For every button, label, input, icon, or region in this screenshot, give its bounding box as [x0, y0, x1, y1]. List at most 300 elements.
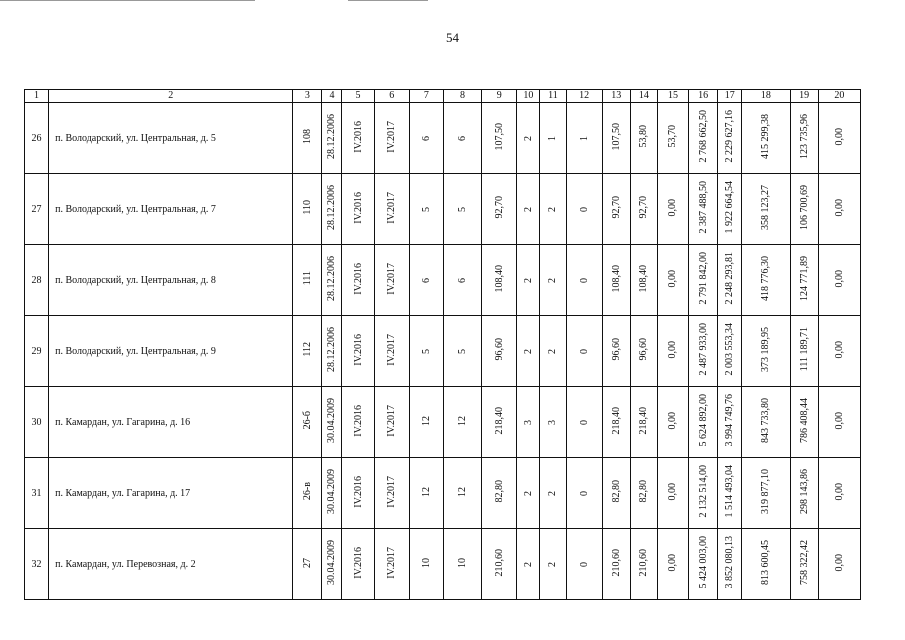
cell-row-number: 26: [25, 103, 49, 174]
cell-c18: [742, 245, 790, 316]
cell-c7: [409, 458, 443, 529]
cell-c7: [409, 529, 443, 600]
cell-c4: [322, 458, 342, 529]
cell-c12: [566, 245, 602, 316]
cell-address: п. Володарский, ул. Центральная, д. 5: [49, 103, 293, 174]
table-row: [25, 387, 861, 458]
cell-c4: [322, 103, 342, 174]
cell-c3-value: 26-в: [301, 482, 313, 501]
column-header-10: 10: [517, 90, 540, 103]
cell-c17: [718, 316, 742, 387]
cell-c15: [657, 387, 688, 458]
column-header-16: 16: [689, 90, 718, 103]
cell-c6: [374, 103, 409, 174]
cell-c8: [443, 458, 481, 529]
table-row: [25, 103, 861, 174]
table-row: [25, 316, 861, 387]
cell-c8: [443, 529, 481, 600]
cell-c18-value: 415 299,38: [760, 114, 772, 159]
cell-c17-value: 2 003 553,34: [724, 323, 736, 376]
cell-c11: [540, 458, 566, 529]
cell-c17-value: 2 229 627,16: [724, 110, 736, 163]
cell-c17-value: 3 994 749,76: [724, 394, 736, 447]
table-row: [25, 529, 861, 600]
cell-c15: [657, 245, 688, 316]
cell-c15-value: 0,00: [667, 198, 679, 217]
cell-c3: [293, 103, 322, 174]
cell-c14: [630, 316, 657, 387]
column-header-8: 8: [443, 90, 481, 103]
cell-c13-value: 92,70: [610, 196, 622, 219]
cell-c19-value: 298 143,86: [798, 469, 810, 514]
cell-c15: [657, 529, 688, 600]
cell-c13-value: 107,50: [610, 122, 622, 151]
column-header-7: 7: [409, 90, 443, 103]
cell-c13-value: 82,80: [610, 480, 622, 503]
cell-c4: [322, 387, 342, 458]
cell-c12-value: 1: [578, 135, 590, 141]
cell-c20-value: 0,00: [833, 269, 845, 288]
cell-c14-value: 53,80: [638, 125, 650, 148]
cell-c5-value: IV.2016: [352, 191, 364, 224]
cell-c12: [566, 529, 602, 600]
cell-c9: [482, 529, 517, 600]
cell-c8-value: 12: [457, 486, 469, 497]
cell-c8-value: 10: [457, 557, 469, 568]
cell-c11-value: 2: [547, 348, 559, 354]
cell-c16: [689, 529, 718, 600]
cell-c7-value: 12: [420, 415, 432, 426]
cell-c6: [374, 458, 409, 529]
cell-c15-value: 53,70: [667, 125, 679, 148]
cell-c5: [342, 174, 374, 245]
cell-c10: [517, 529, 540, 600]
cell-c4-value: 28.12.2006: [326, 114, 338, 159]
cell-c6-value: IV.2017: [386, 262, 398, 295]
cell-row-number: 29: [25, 316, 49, 387]
cell-c16: [689, 316, 718, 387]
cell-c9-value: 82,80: [493, 480, 505, 503]
cell-c3: [293, 387, 322, 458]
cell-c15: [657, 458, 688, 529]
cell-c11: [540, 529, 566, 600]
cell-c11: [540, 316, 566, 387]
cell-c16-value: 5 624 892,00: [697, 394, 709, 447]
cell-c15-value: 0,00: [667, 553, 679, 572]
cell-c5: [342, 458, 374, 529]
table-row: [25, 245, 861, 316]
cell-c6-value: IV.2017: [386, 333, 398, 366]
cell-c9: [482, 458, 517, 529]
cell-c3: [293, 529, 322, 600]
cell-c18-value: 373 189,95: [760, 327, 772, 372]
cell-c10: [517, 174, 540, 245]
cell-c13-value: 210,60: [610, 548, 622, 577]
cell-c18: [742, 103, 790, 174]
cell-c20: [818, 245, 860, 316]
column-header-13: 13: [602, 90, 630, 103]
cell-c5-value: IV.2016: [352, 262, 364, 295]
housing-register-table: [24, 89, 861, 600]
cell-c3-value: 110: [301, 200, 313, 215]
cell-c7-value: 6: [420, 277, 432, 283]
cell-c17: [718, 174, 742, 245]
cell-c20-value: 0,00: [833, 198, 845, 217]
column-header-4: 4: [322, 90, 342, 103]
cell-c14-value: 210,60: [638, 548, 650, 577]
cell-c19-value: 124 771,89: [798, 256, 810, 301]
cell-c13-value: 218,40: [610, 406, 622, 435]
cell-c17: [718, 103, 742, 174]
cell-c8-value: 6: [457, 277, 469, 283]
cell-c10-value: 2: [522, 490, 534, 496]
cell-c12: [566, 316, 602, 387]
cell-c13: [602, 458, 630, 529]
column-header-5: 5: [342, 90, 374, 103]
cell-c14-value: 96,60: [638, 338, 650, 361]
cell-c20: [818, 174, 860, 245]
cell-row-number: 28: [25, 245, 49, 316]
cell-c16-value: 2 387 488,50: [697, 181, 709, 234]
cell-c8-value: 12: [457, 415, 469, 426]
cell-c16: [689, 245, 718, 316]
cell-c9: [482, 245, 517, 316]
cell-c6-value: IV.2017: [386, 546, 398, 579]
column-header-3: 3: [293, 90, 322, 103]
cell-c17: [718, 529, 742, 600]
cell-c4-value: 28.12.2006: [326, 185, 338, 230]
cell-c16: [689, 103, 718, 174]
cell-c6-value: IV.2017: [386, 120, 398, 153]
cell-c13: [602, 103, 630, 174]
cell-c19: [790, 245, 818, 316]
cell-c7: [409, 387, 443, 458]
cell-c10: [517, 245, 540, 316]
cell-c17-value: 1 514 493,04: [724, 465, 736, 518]
scan-artifact-line: [348, 0, 428, 1]
cell-c12-value: 0: [578, 277, 590, 283]
cell-c20: [818, 529, 860, 600]
cell-c11: [540, 103, 566, 174]
cell-c6-value: IV.2017: [386, 191, 398, 224]
cell-c13-value: 108,40: [610, 264, 622, 293]
scan-artifact-line: [0, 0, 255, 1]
cell-c10-value: 3: [522, 419, 534, 425]
cell-c3: [293, 174, 322, 245]
cell-c17: [718, 245, 742, 316]
cell-c16-value: 2 487 933,00: [697, 323, 709, 376]
cell-c12-value: 0: [578, 206, 590, 212]
cell-c17-value: 2 248 293,81: [724, 252, 736, 305]
cell-c18: [742, 316, 790, 387]
cell-address: п. Володарский, ул. Центральная, д. 9: [49, 316, 293, 387]
cell-c8: [443, 245, 481, 316]
cell-c6: [374, 387, 409, 458]
table-header: [25, 90, 861, 103]
cell-c20: [818, 103, 860, 174]
cell-c11-value: 2: [547, 561, 559, 567]
cell-c18-value: 418 776,30: [760, 256, 772, 301]
cell-c14: [630, 245, 657, 316]
cell-c18: [742, 174, 790, 245]
cell-c20: [818, 316, 860, 387]
cell-c18-value: 319 877,10: [760, 469, 772, 514]
column-number-row: [25, 90, 861, 103]
cell-c15-value: 0,00: [667, 482, 679, 501]
cell-c16-value: 2 791 842,00: [697, 252, 709, 305]
cell-c14: [630, 529, 657, 600]
cell-c4: [322, 245, 342, 316]
cell-c5: [342, 387, 374, 458]
cell-c8: [443, 174, 481, 245]
cell-c4: [322, 174, 342, 245]
cell-c16: [689, 458, 718, 529]
cell-c20: [818, 458, 860, 529]
cell-address: п. Камардан, ул. Перевозная, д. 2: [49, 529, 293, 600]
cell-c10: [517, 387, 540, 458]
cell-address: п. Камардан, ул. Гагарина, д. 16: [49, 387, 293, 458]
cell-c5: [342, 316, 374, 387]
cell-c10: [517, 103, 540, 174]
cell-c8: [443, 316, 481, 387]
cell-c4-value: 30.04.2009: [326, 540, 338, 585]
cell-c20-value: 0,00: [833, 340, 845, 359]
column-header-2: 2: [49, 90, 293, 103]
cell-c3-value: 27: [301, 557, 313, 568]
cell-c8: [443, 387, 481, 458]
cell-c19-value: 123 735,96: [798, 114, 810, 159]
cell-c14: [630, 387, 657, 458]
cell-c19: [790, 103, 818, 174]
cell-c3-value: 108: [301, 129, 313, 144]
cell-c12-value: 0: [578, 348, 590, 354]
cell-c19: [790, 458, 818, 529]
cell-c5-value: IV.2016: [352, 333, 364, 366]
cell-c13: [602, 245, 630, 316]
cell-c15: [657, 316, 688, 387]
cell-address: п. Володарский, ул. Центральная, д. 7: [49, 174, 293, 245]
cell-c14-value: 82,80: [638, 480, 650, 503]
cell-c12-value: 0: [578, 490, 590, 496]
cell-c17-value: 3 852 080,13: [724, 536, 736, 589]
cell-c19: [790, 316, 818, 387]
cell-c7: [409, 174, 443, 245]
cell-c19-value: 758 322,42: [798, 540, 810, 585]
cell-c20-value: 0,00: [833, 482, 845, 501]
column-header-14: 14: [630, 90, 657, 103]
cell-c6: [374, 316, 409, 387]
cell-c17: [718, 458, 742, 529]
cell-c19: [790, 387, 818, 458]
column-header-15: 15: [657, 90, 688, 103]
cell-c6: [374, 174, 409, 245]
cell-c9-value: 107,50: [493, 122, 505, 151]
cell-c10: [517, 316, 540, 387]
cell-c10-value: 2: [522, 277, 534, 283]
cell-c8-value: 5: [457, 206, 469, 212]
cell-c3: [293, 458, 322, 529]
cell-c4-value: 30.04.2009: [326, 398, 338, 443]
cell-c7-value: 6: [420, 135, 432, 141]
cell-c13: [602, 316, 630, 387]
cell-c9-value: 108,40: [493, 264, 505, 293]
cell-c7: [409, 316, 443, 387]
cell-c3-value: 111: [301, 271, 313, 286]
cell-c11-value: 1: [547, 135, 559, 141]
cell-c11-value: 2: [547, 277, 559, 283]
cell-c9-value: 210,60: [493, 548, 505, 577]
cell-c15-value: 0,00: [667, 411, 679, 430]
cell-c6-value: IV.2017: [386, 475, 398, 508]
cell-c17-value: 1 922 664,54: [724, 181, 736, 234]
page-number: 54: [446, 30, 459, 45]
cell-c5: [342, 245, 374, 316]
cell-c11: [540, 245, 566, 316]
cell-c13: [602, 174, 630, 245]
cell-c7-value: 5: [420, 348, 432, 354]
cell-row-number: 30: [25, 387, 49, 458]
cell-row-number: 32: [25, 529, 49, 600]
cell-c3-value: 26-б: [301, 411, 313, 430]
cell-c4: [322, 316, 342, 387]
cell-c9-value: 92,70: [493, 196, 505, 219]
cell-c9: [482, 174, 517, 245]
cell-c20-value: 0,00: [833, 411, 845, 430]
cell-c10: [517, 458, 540, 529]
cell-c14: [630, 458, 657, 529]
cell-c7-value: 12: [420, 486, 432, 497]
cell-c20: [818, 387, 860, 458]
cell-c16-value: 2 768 662,50: [697, 110, 709, 163]
column-header-1: 1: [25, 90, 49, 103]
cell-c4: [322, 529, 342, 600]
cell-c3-value: 112: [301, 342, 313, 357]
cell-c5-value: IV.2016: [352, 120, 364, 153]
cell-c19-value: 106 700,69: [798, 185, 810, 230]
cell-c12: [566, 458, 602, 529]
cell-c5-value: IV.2016: [352, 546, 364, 579]
cell-c15: [657, 103, 688, 174]
cell-c12: [566, 174, 602, 245]
cell-c8-value: 5: [457, 348, 469, 354]
cell-c18: [742, 529, 790, 600]
cell-c16: [689, 174, 718, 245]
cell-c6: [374, 245, 409, 316]
cell-c12-value: 0: [578, 419, 590, 425]
cell-c4-value: 30.04.2009: [326, 469, 338, 514]
cell-c20-value: 0,00: [833, 127, 845, 146]
column-header-17: 17: [718, 90, 742, 103]
cell-c7-value: 10: [420, 557, 432, 568]
column-header-6: 6: [374, 90, 409, 103]
cell-c14: [630, 103, 657, 174]
cell-c7: [409, 103, 443, 174]
cell-c12-value: 0: [578, 561, 590, 567]
cell-c18: [742, 387, 790, 458]
cell-c9: [482, 316, 517, 387]
table-row: [25, 174, 861, 245]
column-header-18: 18: [742, 90, 790, 103]
cell-c11-value: 3: [547, 419, 559, 425]
cell-c19: [790, 174, 818, 245]
cell-c6: [374, 529, 409, 600]
cell-c19-value: 111 189,71: [798, 327, 810, 372]
cell-c13: [602, 529, 630, 600]
cell-c3: [293, 245, 322, 316]
cell-c12: [566, 103, 602, 174]
cell-c18-value: 843 733,80: [760, 398, 772, 443]
cell-address: п. Камардан, ул. Гагарина, д. 17: [49, 458, 293, 529]
column-header-20: 20: [818, 90, 860, 103]
cell-c10-value: 2: [522, 348, 534, 354]
cell-c14-value: 218,40: [638, 406, 650, 435]
cell-c10-value: 2: [522, 206, 534, 212]
cell-c3: [293, 316, 322, 387]
cell-c15-value: 0,00: [667, 269, 679, 288]
cell-c12: [566, 387, 602, 458]
cell-c15: [657, 174, 688, 245]
cell-c9: [482, 103, 517, 174]
cell-c7: [409, 245, 443, 316]
cell-row-number: 31: [25, 458, 49, 529]
cell-c11-value: 2: [547, 206, 559, 212]
cell-c15-value: 0,00: [667, 340, 679, 359]
cell-c4-value: 28.12.2006: [326, 327, 338, 372]
cell-c18-value: 358 123,27: [760, 185, 772, 230]
table-row: [25, 458, 861, 529]
cell-c6-value: IV.2017: [386, 404, 398, 437]
cell-row-number: 27: [25, 174, 49, 245]
cell-c9-value: 96,60: [493, 338, 505, 361]
cell-c20-value: 0,00: [833, 553, 845, 572]
cell-c10-value: 2: [522, 561, 534, 567]
cell-c10-value: 2: [522, 135, 534, 141]
cell-c11: [540, 174, 566, 245]
cell-c5-value: IV.2016: [352, 475, 364, 508]
cell-c11-value: 2: [547, 490, 559, 496]
cell-c17: [718, 387, 742, 458]
cell-c18-value: 813 600,45: [760, 540, 772, 585]
cell-c19-value: 786 408,44: [798, 398, 810, 443]
cell-c9-value: 218,40: [493, 406, 505, 435]
cell-c18: [742, 458, 790, 529]
cell-c5-value: IV.2016: [352, 404, 364, 437]
cell-c11: [540, 387, 566, 458]
cell-c16-value: 2 132 514,00: [697, 465, 709, 518]
cell-c14-value: 92,70: [638, 196, 650, 219]
column-header-19: 19: [790, 90, 818, 103]
cell-c7-value: 5: [420, 206, 432, 212]
cell-c5: [342, 529, 374, 600]
cell-c16-value: 5 424 003,00: [697, 536, 709, 589]
cell-c4-value: 28.12.2006: [326, 256, 338, 301]
cell-c19: [790, 529, 818, 600]
cell-c14-value: 108,40: [638, 264, 650, 293]
table-body: [25, 103, 861, 600]
cell-c9: [482, 387, 517, 458]
column-header-11: 11: [540, 90, 566, 103]
cell-c16: [689, 387, 718, 458]
cell-c13: [602, 387, 630, 458]
cell-c5: [342, 103, 374, 174]
cell-c8-value: 6: [457, 135, 469, 141]
column-header-9: 9: [482, 90, 517, 103]
cell-c13-value: 96,60: [610, 338, 622, 361]
column-header-12: 12: [566, 90, 602, 103]
cell-c8: [443, 103, 481, 174]
cell-address: п. Володарский, ул. Центральная, д. 8: [49, 245, 293, 316]
cell-c14: [630, 174, 657, 245]
